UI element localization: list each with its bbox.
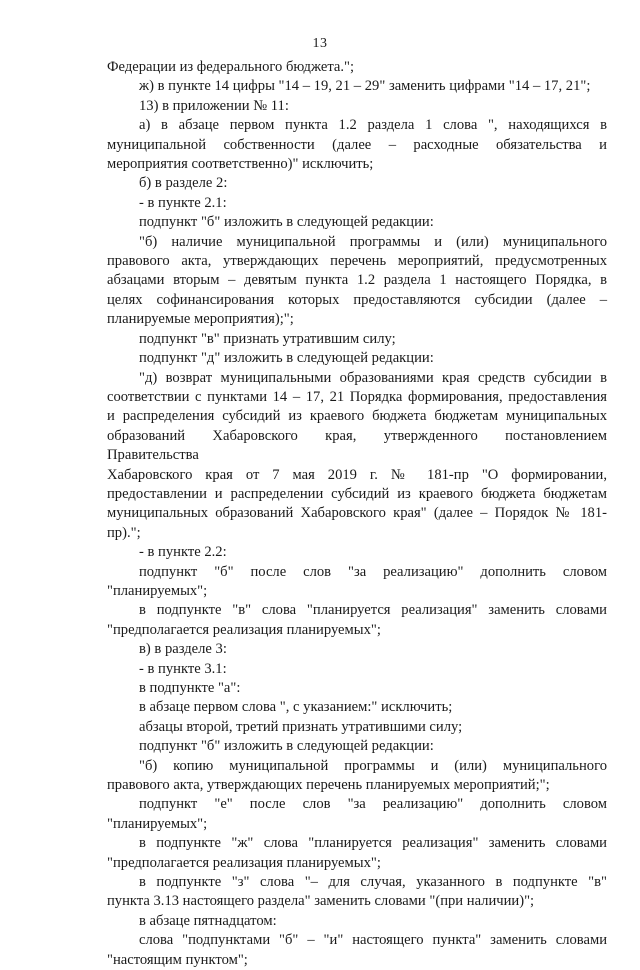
text-line: правового акта, утверждающих перечень мероприятий, предусмотренных [107,253,607,270]
page-number: 13 [312,36,328,51]
text-line: абзацы второй, третий признать утратившими силу; [139,718,463,735]
text-line: планируемые мероприятия);"; [107,311,294,328]
text-line: правового акта, утверждающих перечень планируемых мероприятий;"; [107,777,550,794]
text-line: соответствии с пунктами 14 – 17, 21 Порядка формирования, предоставления [107,388,607,405]
text-line: Хабаровского края от 7 мая 2019 г. № 181-пр "О формировании, [107,466,607,483]
text-line: целях софинансирования которых предоставляются субсидии (далее – [107,291,607,308]
text-line: в абзаце первом слова ", с указанием:" исключить; [139,699,453,716]
text-line: мероприятия соответственно)" исключить; [107,156,374,173]
text-line: и распределения субсидий из краевого бюджета бюджетам муниципальных [107,408,607,425]
text-line: ж) в пункте 14 цифры "14 – 19, 21 – 29" заменить цифрами "14 – 17, 21"; [139,78,591,95]
text-line: подпункт "в" признать утратившим силу; [139,330,396,347]
text-line: муниципальной собственности (далее – расходные обязательства и [107,136,607,153]
text-line: "б) наличие муниципальной программы и (или) муниципального [139,233,607,250]
text-line: в подпункте "ж" слова "планируется реализация" заменить словами [139,835,607,852]
text-line: предоставлении и распределении субсидий из краевого бюджета бюджетам [107,485,607,502]
text-line: в подпункте "а": [139,680,241,696]
text-line: б) в разделе 2: [139,175,228,192]
text-line: - в пункте 2.2: [139,544,227,561]
text-line: слова "подпунктами "б" – "и" настоящего пункта" заменить словами [139,932,607,949]
text-line: - в пункте 3.1: [139,660,227,677]
text-line: а) в абзаце первом пункта 1.2 раздела 1 слова ", находящихся в [139,117,607,134]
text-line: образований Хабаровского края, утвержденного постановлением Правительства [107,427,607,464]
text-line: "д) возврат муниципальными образованиями края средств субсидии в [139,369,607,386]
text-line: абзацами вторым – девятым пункта 1.2 раздела 1 настоящего Порядка, в [107,272,607,289]
text-line: Федерации из федерального бюджета."; [107,59,355,75]
text-line: "предполагается реализация планируемых"; [107,621,381,638]
text-line: "планируемых"; [107,582,208,599]
text-line: в) в разделе 3: [139,641,227,658]
text-line: в подпункте "в" слова "планируется реализация" заменить словами [139,602,607,619]
text-line: "настоящим пунктом"; [107,951,248,968]
text-line: 13) в приложении № 11: [139,97,289,114]
text-line: в абзаце пятнадцатом: [139,912,277,929]
text-line: - в пункте 2.1: [139,194,227,211]
text-line: "планируемых"; [107,815,208,832]
text-line: "б) копию муниципальной программы и (или) муниципального [139,757,607,774]
text-line: подпункт "е" после слов "за реализацию" дополнить словом [139,796,607,813]
text-line: подпункт "б" изложить в следующей редакции: [139,214,434,231]
text-line: в подпункте "з" слова "– для случая, указанного в подпункте "в" [139,874,607,891]
text-line: муниципальных образований Хабаровского края" (далее – Порядок № 181-пр)."; [107,505,607,541]
text-line: подпункт "б" после слов "за реализацию" дополнить словом [139,563,607,580]
text-line: "предполагается реализация планируемых"; [107,854,381,871]
text-line: подпункт "д" изложить в следующей редакции: [139,350,434,367]
text-line: пункта 3.13 настоящего раздела" заменить словами "(при наличии)"; [107,893,535,910]
text-line: подпункт "б" изложить в следующей редакции: [139,738,434,755]
document-body [107,58,607,970]
